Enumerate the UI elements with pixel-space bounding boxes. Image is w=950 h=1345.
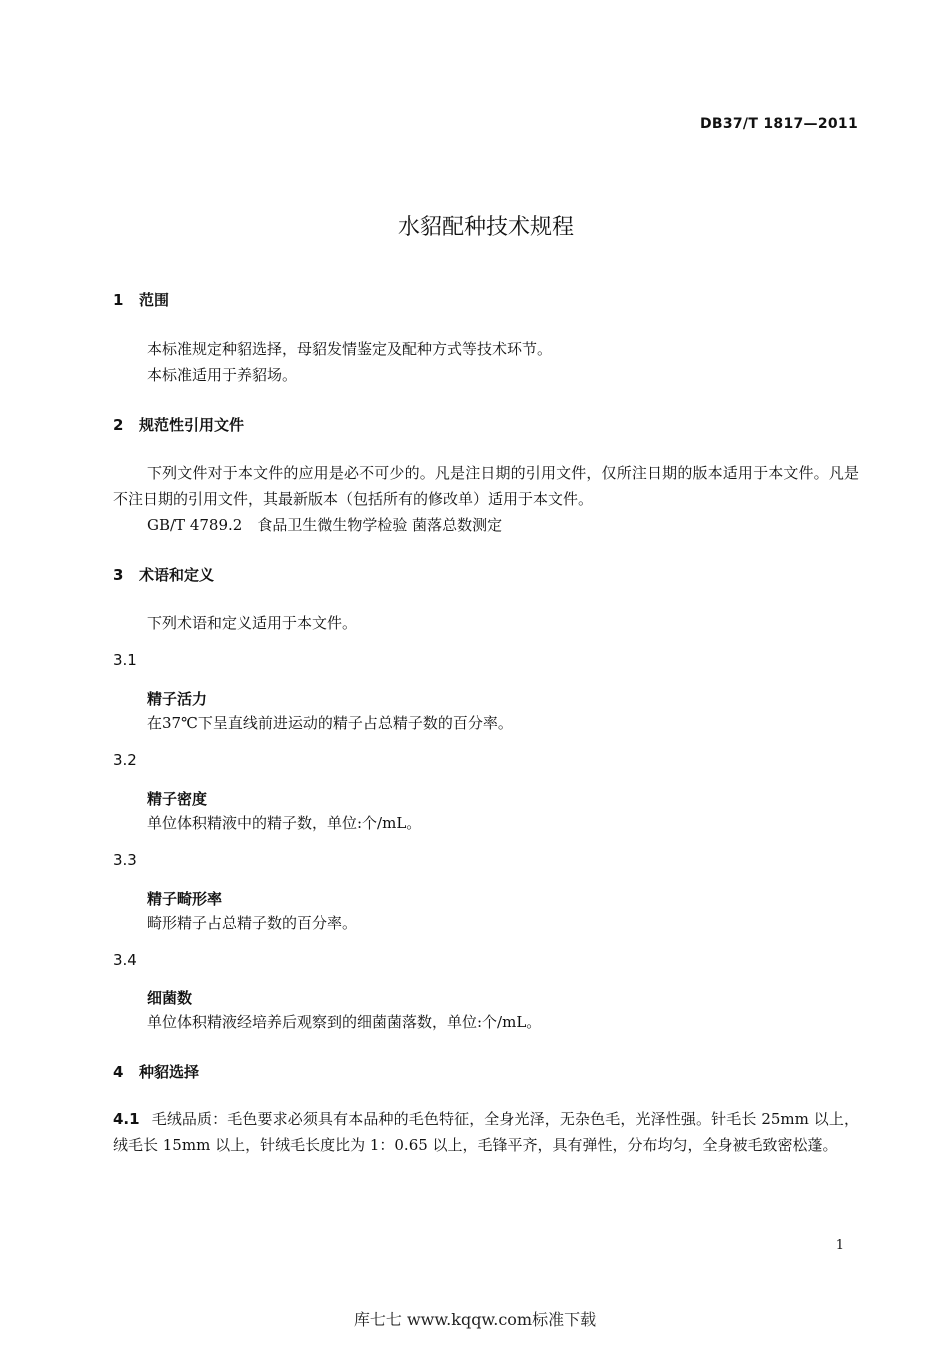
term-number: 3.2 (113, 751, 137, 769)
section-heading-1 (113, 289, 169, 310)
section-number: 2 (113, 416, 124, 434)
clause-text: 毛绒品质：毛色要求必须具有本品种的毛色特征，全身光泽，无杂色毛，光泽性强。针毛长 25mm 以上，绒毛长 15mm 以上，针绒毛长度比为 1：0.65 以上，毛锋平齐，具有弹性，分布均匀，全身被毛致密松蓬。 (113, 1110, 859, 1154)
scope-paragraph-2: 本标准适用于养貂场。 (147, 366, 298, 384)
section-title: 范围 (139, 291, 170, 309)
term-number: 3.1 (113, 651, 137, 669)
term-name: 细菌数 (147, 989, 193, 1007)
section-title: 规范性引用文件 (139, 416, 245, 434)
section-number: 4 (113, 1063, 124, 1081)
term-number: 3.3 (113, 851, 137, 869)
term-name: 精子密度 (147, 790, 208, 808)
standard-code: DB37/T 1817—2011 (699, 116, 858, 132)
term-definition: 在37℃下呈直线前进运动的精子占总精子数的百分率。 (147, 714, 513, 732)
normative-paragraph: 下列文件对于本文件的应用是必不可少的。凡是注日期的引用文件，仅所注日期的版本适用于本文件。凡是不注日期的引用文件，其最新版本（包括所有的修改单）适用于本文件。 (113, 464, 859, 508)
section-number: 1 (113, 291, 124, 309)
normative-reference: GB/T 4789.2 食品卫生微生物学检验 菌落总数测定 (147, 516, 503, 534)
term-definition: 单位体积精液中的精子数，单位:个/mL。 (147, 814, 422, 832)
terms-intro: 下列术语和定义适用于本文件。 (147, 614, 358, 632)
clause-number: 4.1 (113, 1110, 140, 1128)
term-name: 精子畸形率 (147, 890, 223, 908)
term-definition: 畸形精子占总精子数的百分率。 (147, 914, 358, 932)
section-heading-3 (113, 564, 214, 585)
selection-clause (113, 1106, 859, 1158)
download-footer: 库七七 www.kqqw.com标准下载 (353, 1310, 597, 1329)
document-title: 水貂配种技术规程 (397, 215, 574, 240)
term-number: 3.4 (113, 951, 137, 969)
section-number: 3 (113, 566, 124, 584)
page-number: 1 (835, 1238, 844, 1253)
scope-paragraph-1: 本标准规定种貂选择，母貂发情鉴定及配种方式等技术环节。 (147, 340, 553, 358)
term-definition: 单位体积精液经培养后观察到的细菌菌落数，单位:个/mL。 (147, 1013, 542, 1031)
section-title: 种貂选择 (139, 1063, 200, 1081)
term-name: 精子活力 (147, 690, 208, 708)
section-title: 术语和定义 (139, 566, 215, 584)
section-heading-2 (113, 414, 244, 435)
section-heading-4 (113, 1061, 199, 1082)
